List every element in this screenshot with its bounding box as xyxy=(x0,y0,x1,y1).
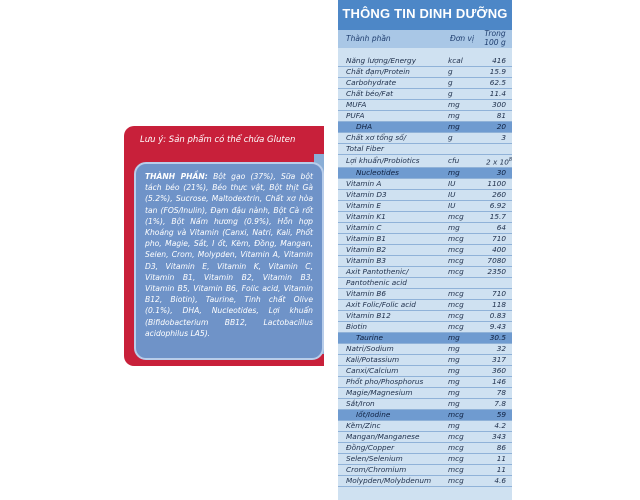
nutrient-name-text: Vitamin B1 xyxy=(346,234,387,244)
nutrient-name-text: Axit Pantothenic/ xyxy=(346,267,409,277)
nutrient-name-text: Kali/Potassium xyxy=(346,355,400,365)
nutrient-amount xyxy=(478,56,512,67)
ingredients-box xyxy=(134,162,324,360)
table-row xyxy=(338,111,512,122)
nutrient-amount xyxy=(478,122,512,133)
nutrient-name-text: Phốt pho/Phosphorus xyxy=(346,377,424,387)
nutrient-amount xyxy=(478,256,512,267)
nutrient-unit xyxy=(446,133,478,144)
nutrient-name xyxy=(338,388,446,399)
header-amount-line2: 100 g xyxy=(484,38,506,47)
nutrient-unit-text: IU xyxy=(448,201,456,211)
nutrient-unit-text: mcg xyxy=(448,322,464,332)
table-row xyxy=(338,168,512,179)
nutrient-name-text: Natri/Sodium xyxy=(346,344,394,354)
nutrient-unit-text: mg xyxy=(448,111,460,120)
table-row xyxy=(338,322,512,333)
nutrient-amount xyxy=(478,155,512,168)
nutrient-name xyxy=(338,278,446,289)
nutrient-name-text: Vitamin K1 xyxy=(346,212,386,222)
nutrient-unit xyxy=(446,377,478,388)
nutrient-name xyxy=(338,421,446,432)
nutrient-name-text: Taurine xyxy=(356,333,383,343)
table-row xyxy=(338,133,512,144)
nutrient-name-text: Chất xơ tổng số/ xyxy=(346,133,407,142)
nutrient-amount-text: 3 xyxy=(501,133,506,142)
table-row xyxy=(338,201,512,212)
nutrient-amount-text: 2350 xyxy=(487,267,506,277)
ingredients-card xyxy=(124,126,324,366)
nutrient-unit xyxy=(446,300,478,311)
nutrient-name-text: DHA xyxy=(356,122,373,131)
nutrient-unit xyxy=(446,67,478,78)
nutrient-amount-text: 78 xyxy=(496,388,506,398)
nutrient-name xyxy=(338,322,446,333)
nutrient-amount-text: 30.5 xyxy=(489,333,506,343)
nutrient-name-text: Iốt/Iodine xyxy=(356,410,391,420)
nutrient-unit xyxy=(446,89,478,100)
nutrient-amount-text: 300 xyxy=(492,100,506,109)
nutrient-unit xyxy=(446,122,478,133)
nutrient-unit xyxy=(446,111,478,122)
nutrient-amount-text: 30 xyxy=(496,168,506,178)
nutrient-unit xyxy=(446,100,478,111)
nutrient-name xyxy=(338,256,446,267)
nutrient-unit-text: mcg xyxy=(448,212,464,222)
nutrient-unit xyxy=(446,454,478,465)
gluten-note: Lưu ý: Sản phẩm có thể chứa Gluten xyxy=(140,135,296,145)
nutrient-amount xyxy=(478,421,512,432)
nutrient-name-text: Vitamin B3 xyxy=(346,256,387,266)
nutrient-unit xyxy=(446,56,478,67)
nutrient-name xyxy=(338,168,446,179)
nutrient-name-text: MUFA xyxy=(346,100,367,109)
nutrient-name-text: Đồng/Copper xyxy=(346,443,395,453)
nutrient-amount xyxy=(478,454,512,465)
nutrient-amount-text: 710 xyxy=(492,234,506,244)
nutrient-name xyxy=(338,212,446,223)
nutrient-amount xyxy=(478,89,512,100)
nutrient-unit xyxy=(446,234,478,245)
table-row xyxy=(338,212,512,223)
nutrition-title: THÔNG TIN DINH DƯỠNG xyxy=(338,0,512,30)
nutrient-amount xyxy=(478,201,512,212)
nutrient-unit xyxy=(446,267,478,278)
nutrient-unit-text: mg xyxy=(448,223,460,233)
nutrient-unit-text: mg xyxy=(448,366,460,376)
nutrient-unit xyxy=(446,355,478,366)
table-row xyxy=(338,377,512,388)
nutrient-amount xyxy=(478,168,512,179)
nutrient-unit-text: mg xyxy=(448,100,460,109)
nutrient-unit-text: mcg xyxy=(448,465,464,475)
nutrient-amount xyxy=(478,289,512,300)
nutrient-unit-text: kcal xyxy=(448,56,463,65)
table-row xyxy=(338,278,512,289)
nutrient-unit-text: mcg xyxy=(448,300,464,310)
table-row xyxy=(338,410,512,421)
nutrient-name-text: Sắt/Iron xyxy=(346,399,375,409)
table-row xyxy=(338,56,512,67)
table-row xyxy=(338,179,512,190)
nutrient-name-text: Kẽm/Zinc xyxy=(346,421,381,431)
nutrient-name-text: Axit Folic/Folic acid xyxy=(346,300,416,310)
nutrient-unit-text: mcg xyxy=(448,454,464,464)
nutrient-amount xyxy=(478,432,512,443)
table-row xyxy=(338,476,512,487)
nutrient-unit xyxy=(446,179,478,190)
nutrient-amount xyxy=(478,443,512,454)
nutrient-amount-text: 343 xyxy=(492,432,506,442)
nutrient-unit xyxy=(446,155,478,168)
table-row xyxy=(338,67,512,78)
nutrient-amount xyxy=(478,100,512,111)
ingredients-text: Bột gạo (37%), Sữa bột tách béo (21%), Béo thực vật, Bột thịt Gà (5.2%), Sucrose, Maltodextrin, Chất xơ hòa tan (FOS/Inulin), Đạm đậu nành, Bột Cà rốt (1%), Bột Nấm hương (0.9%), Hỗn hợp Khoáng và Vitamin (Canxi, Natri, Kali, Phốt pho, Magie, Sắt, I ốt, Kẽm, Đồng, Mangan, Selen, Crom, Molypden, Vitamin A, Vitamin D3, Vitamin E, Vitamin K, Vitamin C, Vitamin B1, Vitamin B2, Vitamin B3, Vitamin B5, Vitamin B6, Folic acid, Vitamin B12, Biotin), Taurine, Tinh chất Olive (0.1%), DHA, Nucleotides, Lợi khuẩn (Bifidobacterium BB12, Lactobacillus acidophilus LA5). xyxy=(145,172,313,338)
nutrient-name-text: Chất béo/Fat xyxy=(346,89,393,98)
nutrient-name-text: Pantothenic acid xyxy=(346,278,407,288)
nutrient-name xyxy=(338,333,446,344)
nutrient-unit xyxy=(446,212,478,223)
nutrient-amount-text: 86 xyxy=(496,443,506,453)
nutrient-unit xyxy=(446,78,478,89)
nutrient-name xyxy=(338,399,446,410)
nutrient-amount-text: 62.5 xyxy=(489,78,506,87)
nutrient-amount-text: 146 xyxy=(492,377,506,387)
nutrient-amount xyxy=(478,133,512,144)
nutrient-unit-text: IU xyxy=(448,179,456,189)
table-row xyxy=(338,234,512,245)
nutrient-name-text: Vitamin C xyxy=(346,223,382,233)
nutrient-amount xyxy=(478,278,512,289)
nutrient-name-text: Vitamin D3 xyxy=(346,190,387,200)
nutrient-name-text: Lợi khuẩn/Probiotics xyxy=(346,156,420,166)
nutrient-unit-text: mcg xyxy=(448,245,464,255)
nutrient-amount xyxy=(478,366,512,377)
nutrient-amount xyxy=(478,322,512,333)
nutrient-name-text: Total Fiber xyxy=(346,144,385,153)
nutrient-unit-text: mcg xyxy=(448,311,464,321)
nutrient-name-text: Chất đạm/Protein xyxy=(346,67,410,76)
nutrient-name-text: Năng lượng/Energy xyxy=(346,56,417,65)
nutrient-unit xyxy=(446,421,478,432)
nutrient-amount-text: 11.4 xyxy=(489,89,506,98)
table-row xyxy=(338,289,512,300)
table-row xyxy=(338,432,512,443)
table-row xyxy=(338,421,512,432)
nutrient-amount-text: 11 xyxy=(496,465,506,475)
nutrient-name xyxy=(338,155,446,168)
nutrient-amount xyxy=(478,311,512,322)
nutrient-amount-text: 4.6 xyxy=(494,476,506,486)
header-unit: Đơn vị xyxy=(450,34,475,43)
nutrient-amount-exponent: 8 xyxy=(508,157,512,163)
table-row xyxy=(338,267,512,278)
nutrient-name-text: Vitamin B2 xyxy=(346,245,387,255)
table-row xyxy=(338,144,512,155)
nutrient-unit xyxy=(446,366,478,377)
nutrient-amount xyxy=(478,267,512,278)
nutrient-name-text: Selen/Selenium xyxy=(346,454,403,464)
nutrient-amount-text: 15.7 xyxy=(489,212,506,222)
nutrient-name xyxy=(338,100,446,111)
nutrient-amount xyxy=(478,223,512,234)
nutrient-unit xyxy=(446,476,478,487)
nutrient-unit xyxy=(446,168,478,179)
nutrient-name-text: Magie/Magnesium xyxy=(346,388,413,398)
nutrient-name-text: Crom/Chromium xyxy=(346,465,407,475)
nutrient-amount xyxy=(478,78,512,89)
nutrient-name-text: Canxi/Calcium xyxy=(346,366,399,376)
nutrient-unit-text: mcg xyxy=(448,476,464,486)
nutrient-unit-text: mcg xyxy=(448,234,464,244)
nutrient-unit xyxy=(446,344,478,355)
nutrient-amount-text: 416 xyxy=(492,56,506,65)
nutrient-amount-text: 7080 xyxy=(487,256,506,266)
nutrient-name xyxy=(338,454,446,465)
nutrient-amount-text: 9.43 xyxy=(489,322,506,332)
nutrient-unit xyxy=(446,443,478,454)
table-row xyxy=(338,311,512,322)
nutrient-name xyxy=(338,201,446,212)
table-row xyxy=(338,100,512,111)
nutrient-name xyxy=(338,443,446,454)
nutrition-table xyxy=(338,56,512,487)
nutrient-name xyxy=(338,111,446,122)
nutrient-amount-text: 0.83 xyxy=(489,311,506,321)
nutrient-amount-text: 6.92 xyxy=(489,201,506,211)
nutrient-unit xyxy=(446,311,478,322)
nutrient-name-text: Vitamin B6 xyxy=(346,289,387,299)
nutrient-unit-text: mcg xyxy=(448,267,464,277)
nutrient-unit xyxy=(446,289,478,300)
table-row xyxy=(338,245,512,256)
nutrient-name xyxy=(338,89,446,100)
table-row xyxy=(338,155,512,168)
nutrient-unit-text: mg xyxy=(448,122,460,131)
nutrient-amount-text: 260 xyxy=(492,190,506,200)
nutrient-unit-text: g xyxy=(448,133,453,142)
nutrient-amount-text: 1100 xyxy=(487,179,506,189)
nutrient-unit-text: g xyxy=(448,89,453,98)
nutrient-amount-text: 81 xyxy=(496,111,506,120)
nutrient-name-text: Molypden/Molybdenum xyxy=(346,476,432,486)
nutrient-amount-text: 118 xyxy=(492,300,506,310)
nutrient-name-text: Carbohydrate xyxy=(346,78,397,87)
nutrient-unit xyxy=(446,333,478,344)
nutrient-unit xyxy=(446,432,478,443)
nutrient-amount xyxy=(478,388,512,399)
nutrient-amount xyxy=(478,245,512,256)
nutrient-amount xyxy=(478,344,512,355)
nutrient-amount xyxy=(478,212,512,223)
nutrition-panel xyxy=(338,0,512,500)
nutrient-amount-text: 317 xyxy=(492,355,506,365)
nutrient-name xyxy=(338,465,446,476)
nutrient-amount xyxy=(478,377,512,388)
nutrient-amount xyxy=(478,67,512,78)
nutrient-name xyxy=(338,377,446,388)
nutrient-name-text: Vitamin B12 xyxy=(346,311,391,321)
nutrient-name-text: Nucleotides xyxy=(356,168,399,178)
nutrient-name xyxy=(338,267,446,278)
table-row xyxy=(338,223,512,234)
nutrient-unit xyxy=(446,322,478,333)
table-row xyxy=(338,333,512,344)
nutrient-unit xyxy=(446,410,478,421)
nutrient-amount xyxy=(478,399,512,410)
nutrient-unit xyxy=(446,256,478,267)
nutrient-unit-text: mg xyxy=(448,399,460,409)
nutrient-amount xyxy=(478,355,512,366)
nutrition-header xyxy=(338,30,512,48)
table-row xyxy=(338,300,512,311)
nutrient-name xyxy=(338,144,446,155)
nutrient-name xyxy=(338,78,446,89)
nutrient-unit-text: mg xyxy=(448,355,460,365)
nutrient-amount xyxy=(478,465,512,476)
nutrient-unit-text: mg xyxy=(448,377,460,387)
nutrient-amount xyxy=(478,410,512,421)
table-row xyxy=(338,443,512,454)
nutrient-unit-text: mg xyxy=(448,344,460,354)
nutrient-amount-text: 20 xyxy=(496,122,506,131)
nutrient-name xyxy=(338,122,446,133)
nutrient-unit-text: cfu xyxy=(448,156,460,166)
nutrient-amount-text: 59 xyxy=(496,410,506,420)
nutrient-amount xyxy=(478,476,512,487)
nutrient-amount xyxy=(478,111,512,122)
nutrient-name-text: PUFA xyxy=(346,111,365,120)
nutrient-unit-text: mcg xyxy=(448,432,464,442)
nutrient-unit-text: mg xyxy=(448,333,460,343)
nutrient-name-text: Vitamin A xyxy=(346,179,382,189)
nutrient-name-text: Biotin xyxy=(346,322,368,332)
nutrient-amount xyxy=(478,333,512,344)
table-row xyxy=(338,454,512,465)
nutrient-name xyxy=(338,300,446,311)
table-row xyxy=(338,399,512,410)
nutrient-name xyxy=(338,366,446,377)
nutrient-amount xyxy=(478,234,512,245)
nutrient-unit-text: mcg xyxy=(448,443,464,453)
table-row xyxy=(338,122,512,133)
nutrient-amount-text: 11 xyxy=(496,454,506,464)
nutrient-name xyxy=(338,234,446,245)
header-amount xyxy=(482,29,508,47)
nutrient-unit-text: mcg xyxy=(448,410,464,420)
table-row xyxy=(338,89,512,100)
nutrient-name-text: Vitamin E xyxy=(346,201,382,211)
nutrient-unit xyxy=(446,245,478,256)
nutrient-amount xyxy=(478,300,512,311)
nutrient-unit-text: mcg xyxy=(448,289,464,299)
nutrient-amount-text: 32 xyxy=(496,344,506,354)
nutrient-unit xyxy=(446,223,478,234)
nutrient-unit-text: IU xyxy=(448,190,456,200)
ingredients-heading: THÀNH PHẦN: xyxy=(145,172,208,181)
table-row xyxy=(338,78,512,89)
table-row xyxy=(338,190,512,201)
nutrient-unit-text: mg xyxy=(448,388,460,398)
nutrient-unit xyxy=(446,278,478,289)
nutrient-name xyxy=(338,56,446,67)
nutrient-unit xyxy=(446,201,478,212)
table-row xyxy=(338,344,512,355)
nutrient-unit-text: g xyxy=(448,78,453,87)
nutrient-amount-text: 2 x 10 xyxy=(486,157,509,167)
nutrient-name-text: Mangan/Manganese xyxy=(346,432,420,442)
nutrient-name xyxy=(338,223,446,234)
table-row xyxy=(338,366,512,377)
table-row xyxy=(338,355,512,366)
nutrient-unit xyxy=(446,190,478,201)
nutrient-name xyxy=(338,245,446,256)
nutrient-name xyxy=(338,179,446,190)
nutrient-unit xyxy=(446,399,478,410)
nutrient-name xyxy=(338,355,446,366)
nutrient-amount-text: 4.2 xyxy=(494,421,506,431)
nutrient-amount-text: 360 xyxy=(492,366,506,376)
nutrient-amount-text: 710 xyxy=(492,289,506,299)
nutrient-amount xyxy=(478,190,512,201)
nutrient-unit-text: g xyxy=(448,67,453,76)
nutrient-unit xyxy=(446,144,478,155)
nutrient-name xyxy=(338,344,446,355)
nutrient-name xyxy=(338,432,446,443)
nutrient-amount-text: 64 xyxy=(496,223,506,233)
table-row xyxy=(338,256,512,267)
header-component: Thành phần xyxy=(346,34,391,43)
nutrient-unit-text: mcg xyxy=(448,256,464,266)
nutrient-amount-text: 7.8 xyxy=(494,399,506,409)
nutrient-name xyxy=(338,67,446,78)
nutrient-name xyxy=(338,133,446,144)
nutrient-unit-text: mg xyxy=(448,168,460,178)
nutrient-name xyxy=(338,410,446,421)
table-row xyxy=(338,465,512,476)
nutrient-name xyxy=(338,289,446,300)
nutrient-name xyxy=(338,476,446,487)
nutrient-unit-text: mg xyxy=(448,421,460,431)
header-amount-line1: Trong xyxy=(484,29,506,38)
nutrient-amount-text: 15.9 xyxy=(489,67,506,76)
nutrient-amount-text: 400 xyxy=(492,245,506,255)
nutrient-unit xyxy=(446,388,478,399)
nutrient-name xyxy=(338,311,446,322)
nutrient-unit xyxy=(446,465,478,476)
nutrient-name xyxy=(338,190,446,201)
nutrient-amount xyxy=(478,144,512,155)
nutrient-amount xyxy=(478,179,512,190)
table-row xyxy=(338,388,512,399)
